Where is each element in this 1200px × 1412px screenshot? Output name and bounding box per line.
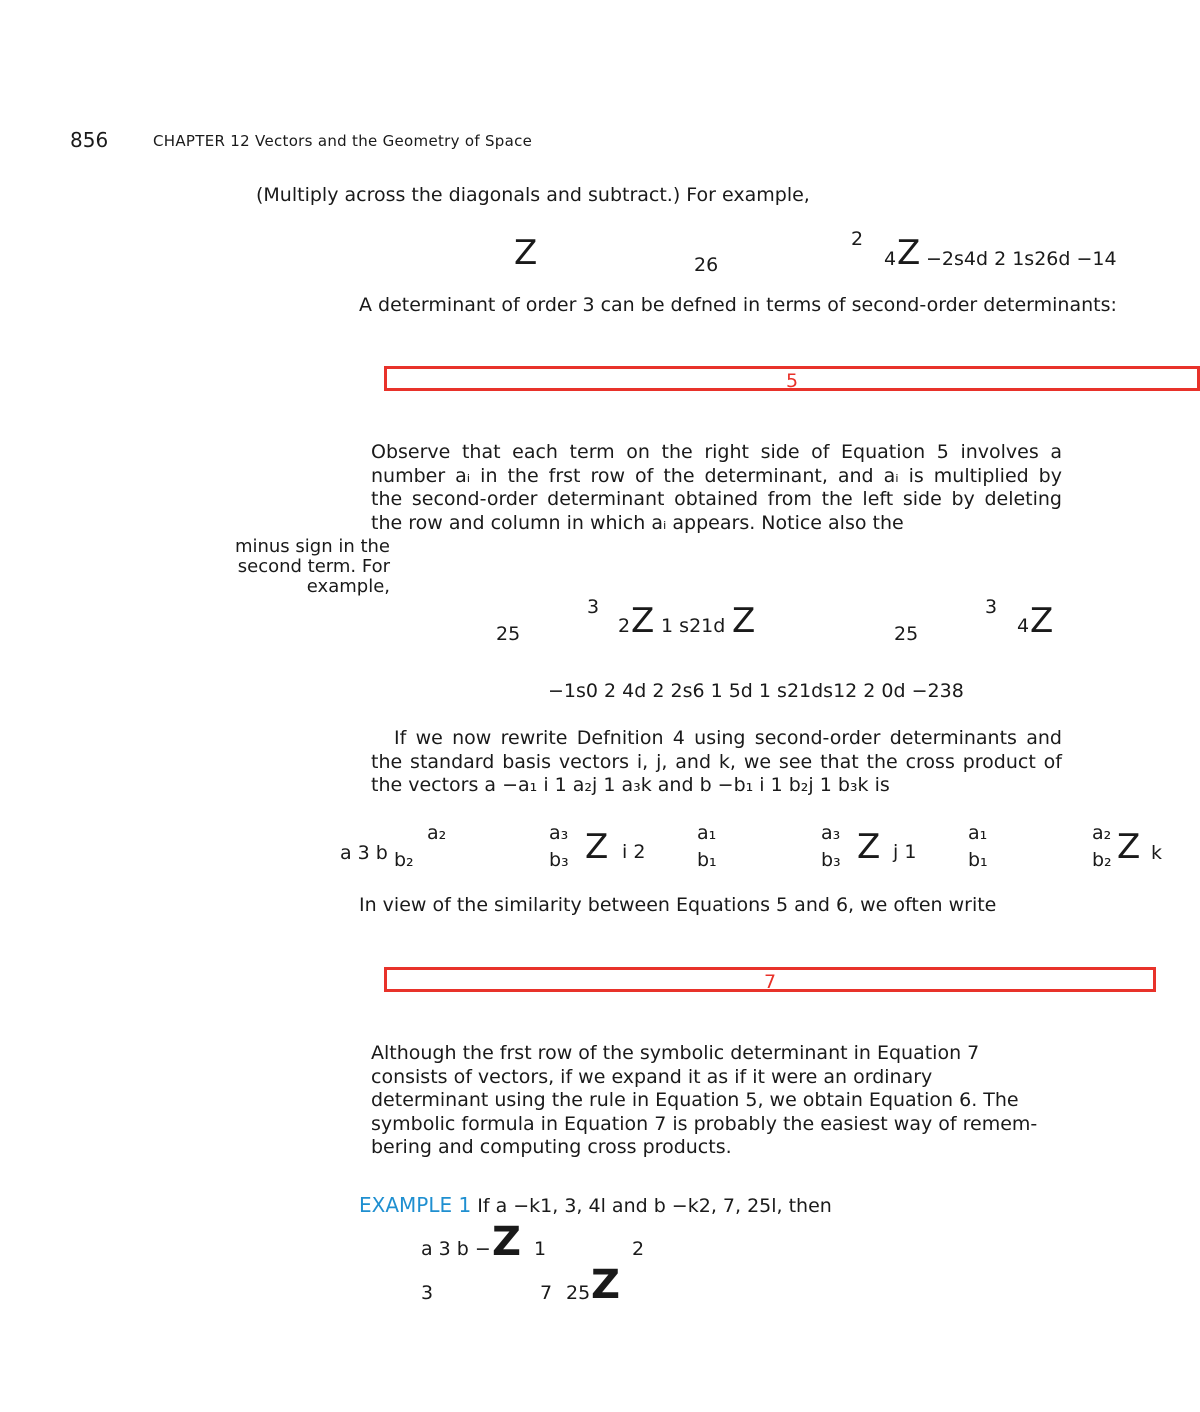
value-2: 2: [632, 1238, 645, 1260]
determinant-bar: Z: [1117, 827, 1141, 867]
example-2x2-result: −2s4d 2 1s26d −14: [926, 248, 1117, 270]
value-2: 2: [851, 228, 864, 250]
equation-5-box: [384, 366, 1200, 391]
paragraph-line: If we now rewrite Defnition 4 using second-order determinants and: [394, 727, 1062, 749]
paragraph-line: the standard basis vectors i, j, and k, we see that the cross product of: [371, 750, 1062, 773]
entry-b3: b₃: [549, 849, 569, 871]
value-3: 3: [587, 596, 600, 618]
value-25: 25: [894, 623, 919, 645]
entry-a3: a₃: [549, 822, 569, 844]
margin-note: [200, 537, 390, 597]
rewrite-paragraph: [371, 727, 1062, 798]
paragraph-line: bering and computing cross products.: [371, 1136, 732, 1158]
entry-a2: a₂: [1092, 822, 1112, 844]
cross-product-lhs: a 3 b −: [421, 1238, 491, 1260]
margin-note-line: example,: [306, 576, 390, 597]
entry-a3: a₃: [821, 822, 841, 844]
paragraph-line: the row and column in which aᵢ appears. Notice also the: [371, 511, 904, 534]
cross-product-lhs: a 3 b: [340, 842, 388, 864]
i-term: i 2: [622, 841, 646, 863]
margin-note-line: second term. For: [237, 556, 390, 577]
value-26: 26: [694, 254, 719, 276]
value-3: 3: [421, 1282, 434, 1304]
observe-paragraph: [371, 441, 1062, 535]
middle-term: 1 s21d: [655, 615, 732, 637]
example-1-label: EXAMPLE 1: [359, 1193, 472, 1217]
page-number: 856: [70, 128, 109, 152]
determinant-bar-right: Z: [897, 233, 921, 273]
determinant-bar: Z: [1030, 601, 1054, 641]
entry-b1: b₁: [968, 849, 988, 871]
although-paragraph: [371, 1042, 1071, 1160]
example-1-statement: [359, 1195, 832, 1216]
equation-7-number: 7: [763, 971, 777, 993]
entry-a2: a₂: [427, 822, 447, 844]
equation-7-box: [384, 967, 1156, 992]
entry-a1: a₁: [697, 822, 717, 844]
entry-a1: a₁: [968, 822, 988, 844]
paragraph-line: determinant using the rule in Equation 5, we obtain Equation 6. The: [371, 1089, 1019, 1111]
order3-definition-line: A determinant of order 3 can be defned in terms of second-order determinants:: [359, 294, 1117, 316]
determinant-bar: Z: [857, 827, 881, 867]
similarity-line: In view of the similarity between Equations 5 and 6, we often write: [359, 894, 997, 916]
determinant-bar: Z: [585, 827, 609, 867]
paragraph-line: number aᵢ in the frst row of the determinant, and aᵢ is multiplied by: [371, 464, 1062, 487]
paragraph-line: the second-order determinant obtained from the left side by deleting: [371, 488, 1062, 510]
determinant-bar: Z: [492, 1219, 522, 1265]
value-3: 3: [985, 596, 998, 618]
margin-note-line: minus sign in the: [234, 536, 390, 557]
equation-5-number: 5: [785, 370, 799, 392]
paragraph-line: Observe that each term on the right side of Equation 5 involves a: [371, 441, 1062, 463]
paragraph-line: Although the frst row of the symbolic determinant in Equation 7: [371, 1042, 980, 1064]
value-2: 2: [618, 615, 631, 637]
value-7: 7: [540, 1282, 553, 1304]
intro-line: (Multiply across the diagonals and subtract.) For example,: [256, 184, 810, 206]
value-4: 4: [1017, 615, 1030, 637]
paragraph-line: symbolic formula in Equation 7 is probably the easiest way of remem-: [371, 1112, 1038, 1135]
determinant-bar: Z: [732, 601, 756, 641]
example-3x3-result: −1s0 2 4d 2 2s6 1 5d 1 s21ds12 2 0d −238: [548, 680, 964, 702]
value-25: 25: [496, 623, 521, 645]
paragraph-line: consists of vectors, if we expand it as if it were an ordinary: [371, 1065, 933, 1088]
entry-b1: b₁: [697, 849, 717, 871]
entry-b2: b₂: [1092, 849, 1112, 871]
example-1-text: If a −k1, 3, 4l and b −k2, 7, 25l, then: [471, 1195, 832, 1217]
determinant-bar: Z: [631, 601, 655, 641]
chapter-title: CHAPTER 12 Vectors and the Geometry of Space: [153, 132, 533, 150]
value-4: 4: [884, 248, 897, 270]
determinant-bar: Z: [591, 1262, 621, 1308]
determinant-bar-left: Z: [514, 233, 538, 273]
entry-b2: b₂: [394, 849, 414, 871]
k-term: k: [1151, 842, 1163, 864]
entry-b3: b₃: [821, 849, 841, 871]
value-1: 1: [534, 1238, 547, 1260]
j-term: j 1: [893, 841, 917, 863]
value-25: 25: [566, 1282, 591, 1304]
paragraph-line: the vectors a −a₁ i 1 a₂j 1 a₃k and b −b₁ i 1 b₂j 1 b₃k is: [371, 774, 890, 796]
